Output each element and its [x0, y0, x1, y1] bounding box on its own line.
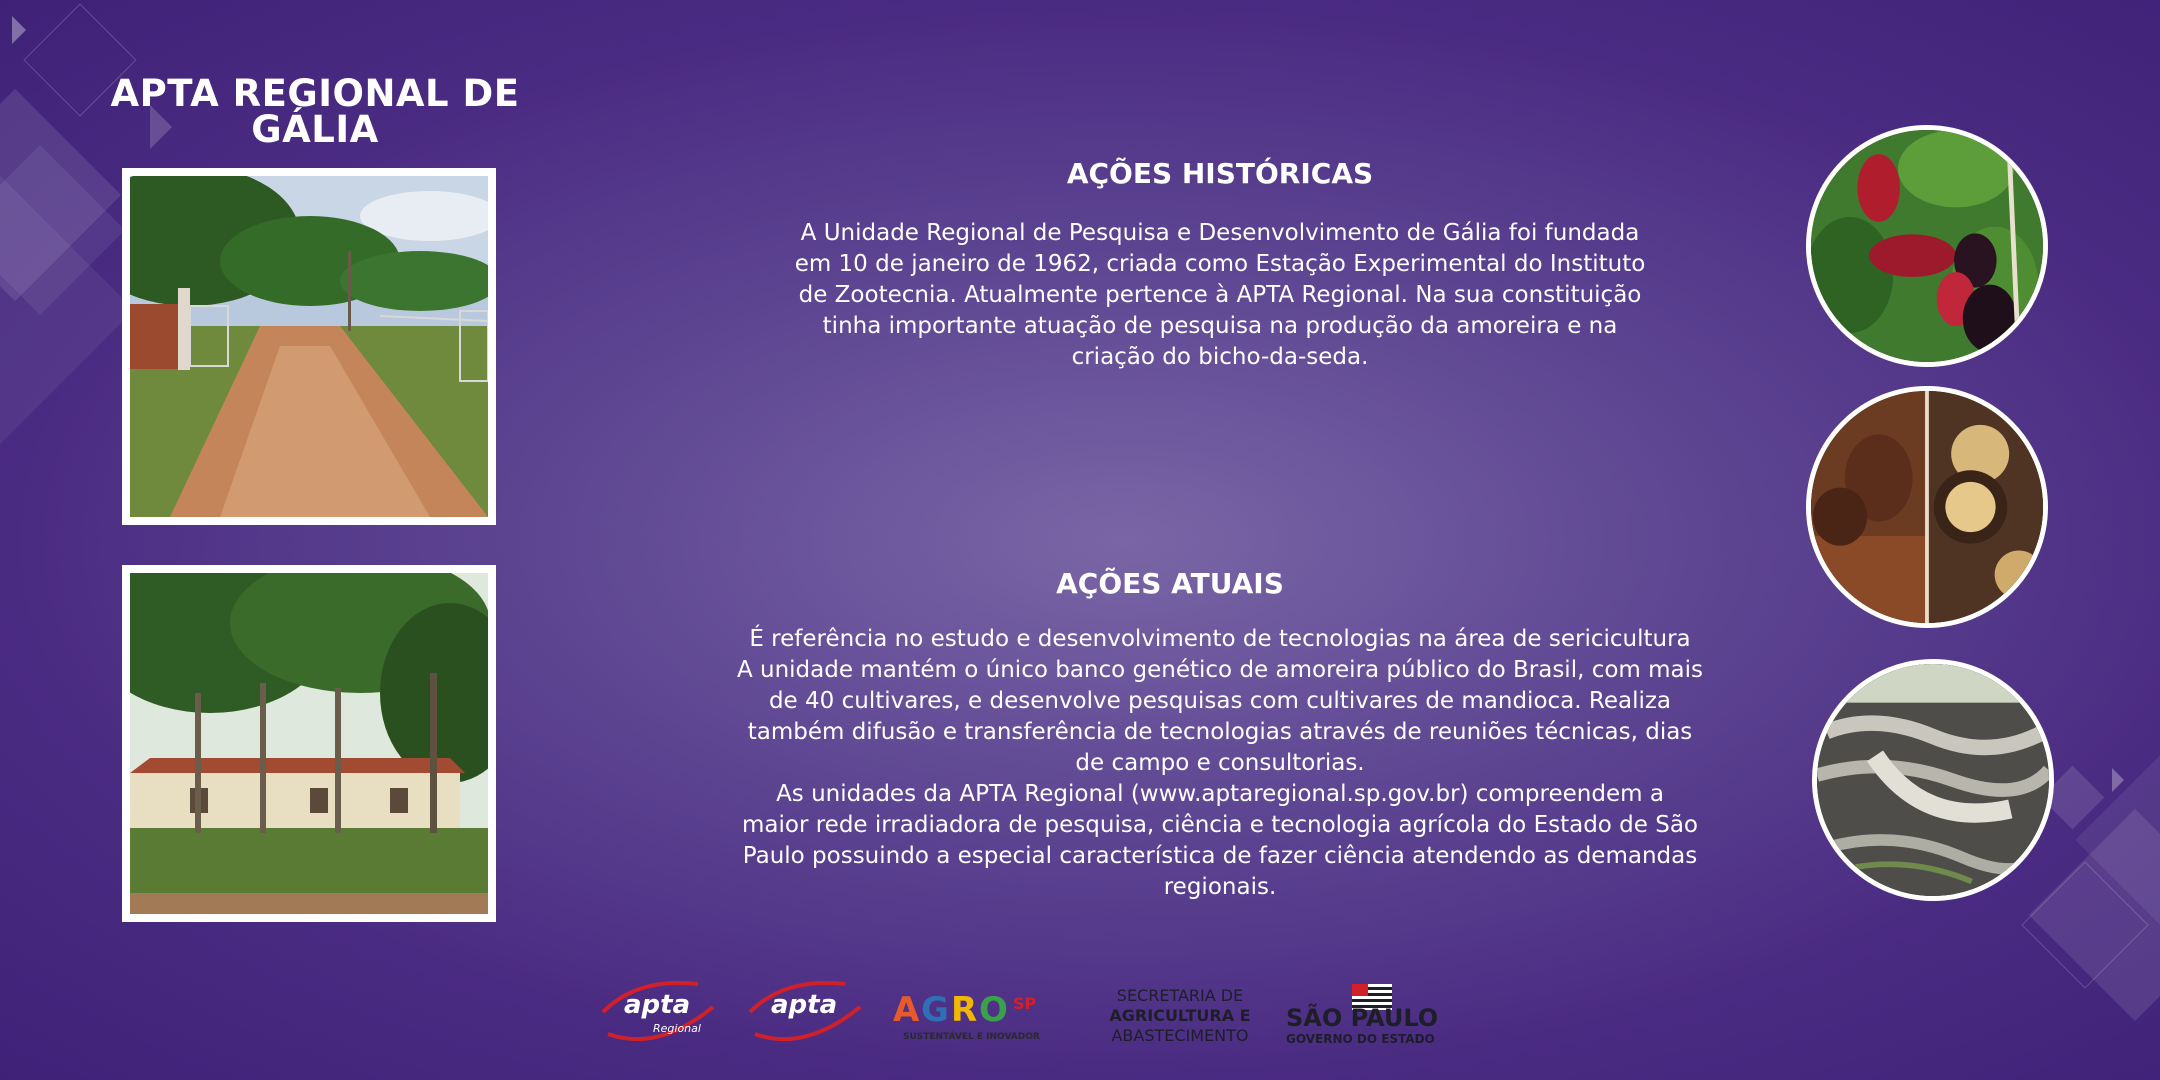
secretaria-line: SECRETARIA DE	[1116, 986, 1244, 1005]
mulberry-photo	[1806, 125, 2048, 367]
sao-paulo-title: SÃO PAULO	[1286, 1004, 1439, 1032]
farm-road-photo	[122, 168, 496, 525]
text-line: de Zootecnia. Atualmente pertence à APTA Regional. Na sua constituição	[798, 282, 1642, 308]
text-line: de 40 cultivares, e desenvolve pesquisas com cultivares de mandioca. Realiza	[768, 688, 1672, 714]
text-line: As unidades da APTA Regional (www.aptaregional.sp.gov.br) compreendem a	[776, 781, 1664, 807]
historic-actions-text	[560, 218, 1880, 373]
agro-sp-badge: SP	[1013, 994, 1037, 1013]
page-title: APTA REGIONAL DE GÁLIA	[110, 72, 520, 151]
secretaria-line: ABASTECIMENTO	[1111, 1026, 1249, 1045]
historic-actions-heading: AÇÕES HISTÓRICAS	[1066, 157, 1374, 190]
text-line: criação do bicho-da-seda.	[1071, 344, 1369, 370]
agro-letter: G	[921, 990, 949, 1030]
decorative-triangle	[12, 16, 26, 44]
sao-paulo-government-logo	[1286, 984, 1461, 1048]
silkworm-photo	[1812, 659, 2054, 901]
apta-regional-sub: Regional	[653, 1022, 701, 1035]
secretaria-logo	[1100, 986, 1260, 1050]
apta-word: apta	[771, 990, 838, 1020]
agro-letter: O	[979, 990, 1008, 1030]
text-line: regionais.	[1163, 874, 1277, 900]
building-under-trees-photo	[122, 565, 496, 922]
agro-sp-logo	[893, 990, 1063, 1050]
text-line: A Unidade Regional de Pesquisa e Desenvolvimento de Gália foi fundada	[800, 220, 1640, 246]
text-line: Paulo possuindo a especial característica de fazer ciência atendendo as demandas	[742, 843, 1698, 869]
apta-regional-word: apta	[624, 990, 691, 1020]
text-line: maior rede irradiadora de pesquisa, ciência e tecnologia agrícola do Estado de São	[741, 812, 1699, 838]
silkworm-image	[1817, 664, 2049, 896]
decorative-triangle	[2112, 768, 2124, 792]
agro-tagline: SUSTENTÁVEL E INOVADOR	[903, 1032, 1040, 1042]
sao-paulo-subtitle: GOVERNO DO ESTADO	[1286, 1032, 1435, 1046]
building-under-trees-image	[130, 573, 488, 914]
text-line: tinha importante atuação de pesquisa na produção da amoreira e na	[822, 313, 1618, 339]
text-line: A unidade mantém o único banco genético de amoreira público do Brasil, com mais	[736, 657, 1704, 683]
agro-letter: A	[893, 990, 920, 1030]
agro-letter: R	[951, 990, 978, 1030]
text-line: É referência no estudo e desenvolvimento de tecnologias na área de sericicultura	[749, 626, 1691, 652]
apta-logo	[745, 972, 865, 1052]
macadamia-nut-image	[1811, 391, 2043, 623]
farm-road-image	[130, 176, 488, 517]
text-line: de campo e consultorias.	[1075, 750, 1365, 776]
apta-regional-logo	[598, 972, 718, 1052]
text-line: também difusão e transferência de tecnologias através de reuniões técnicas, dias	[747, 719, 1693, 745]
macadamia-nut-photo	[1806, 386, 2048, 628]
mulberry-image	[1811, 130, 2043, 362]
secretaria-line: AGRICULTURA E	[1109, 1006, 1251, 1025]
current-actions-heading: AÇÕES ATUAIS	[1056, 567, 1284, 600]
text-line: em 10 de janeiro de 1962, criada como Estação Experimental do Instituto	[794, 251, 1646, 277]
current-actions-text	[560, 624, 1880, 903]
